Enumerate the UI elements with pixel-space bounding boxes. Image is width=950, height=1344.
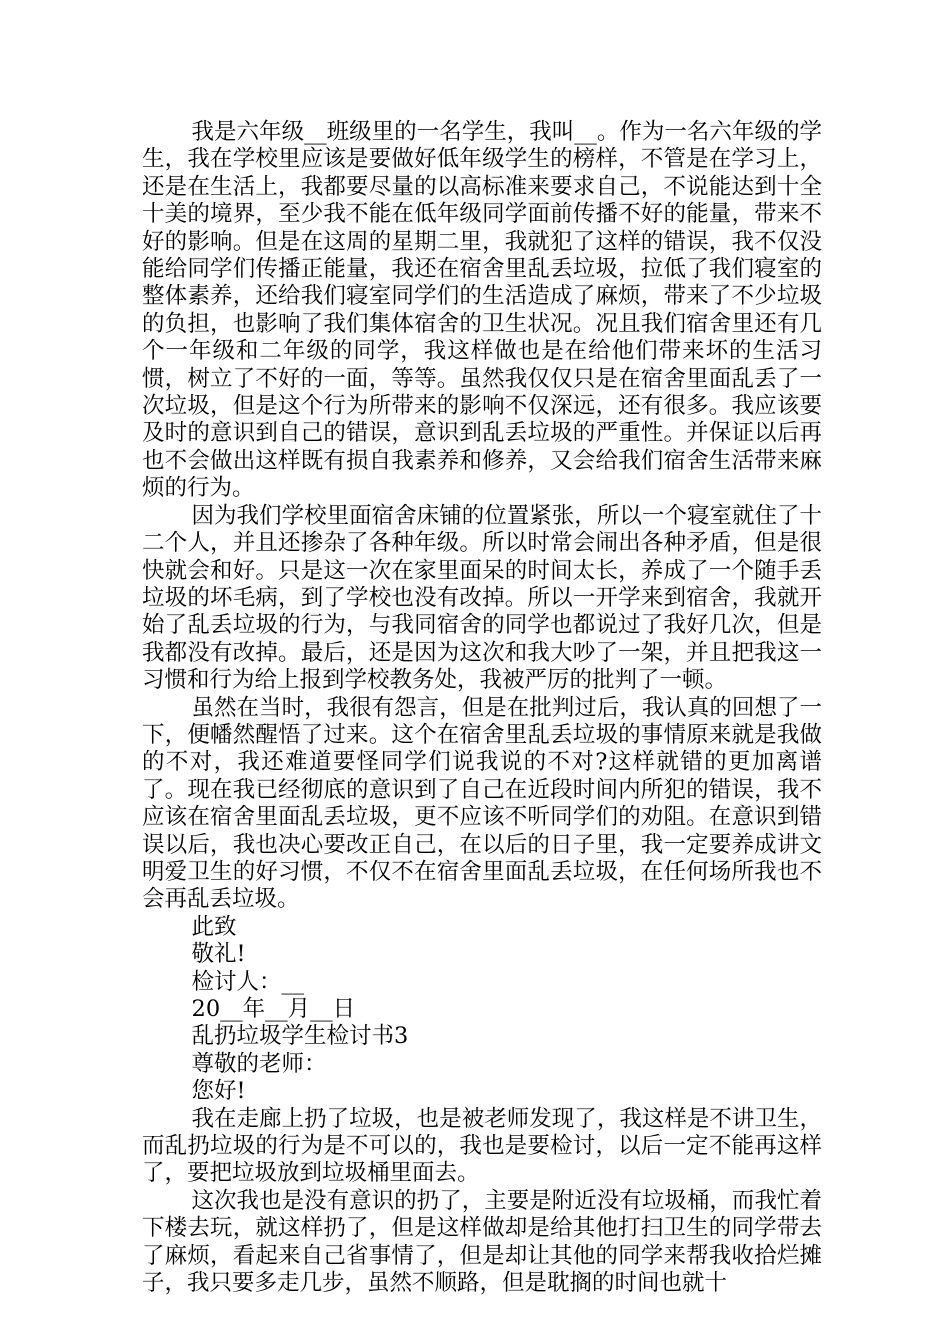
greeting-hello: 您好! — [191, 1078, 246, 1105]
date-line: 20__年__月__日 — [191, 996, 356, 1022]
signature-line: 检讨人：__ — [191, 968, 305, 995]
body-paragraph: 这次我也是没有意识的扔了，主要是附近没有垃圾桶，而我忙着下楼去玩，就这样扔了，但是这样做却是给其他打扫卫生的同学带去了麻烦，看起来自己省事情了，但是却让其他的同学来帮我收拾烂摊子，我只要多走几步，虽然不顺路，但是耽搁的时间也就十 — [142, 1187, 822, 1297]
body-paragraph: 我是六年级__班级里的一名学生，我叫__。作为一名六年级的学生，我在学校里应该是要做好低年级学生的榜样，不管是在学习上，还是在生活上，我都要尽量的以高标准来要求自己，不说能达到十全十美的境界，至少我不能在低年级同学面前传播不好的能量，带来不好的影响。但是在这周的星期二里，我就犯了这样的错误，我不仅没能给同学们传播正能量，我还在宿舍里乱丢垃圾，拉低了我们寝室的整体素养，还给我们寝室同学们的生活造成了麻烦，带来了不少垃圾的负担，也影响了我们集体宿舍的卫生状况。况且我们宿舍里还有几个一年级和二年级的同学，我这样做也是在给他们带来坏的生活习惯，树立了不好的一面，等等。虽然我仅仅只是在宿舍里面乱丢了一次垃圾，但是这个行为所带来的影响不仅深远，还有很多。我应该要及时的意识到自己的错误，意识到乱丢垃圾的严重性。并保证以后再也不会做出这样既有损自我素养和修养，又会给我们宿舍生活带来麻烦的行为。 — [142, 119, 822, 502]
salutation-regards: 敬礼! — [191, 941, 246, 968]
body-paragraph: 因为我们学校里面宿舍床铺的位置紧张，所以一个寝室就住了十二个人，并且还掺杂了各种年级。所以时常会闹出各种矛盾，但是很快就会和好。只是这一次在家里面呆的时间太长，养成了一个随手丢垃圾的坏毛病，到了学校也没有改掉。所以一开学来到宿舍，我就开始了乱丢垃圾的行为，与我同宿舍的同学也都说过了我好几次，但是我都没有改掉。最后，还是因为这次和我大吵了一架，并且把我这一习惯和行为给上报到学校教务处，我被严厉的批判了一顿。 — [142, 502, 822, 694]
body-paragraph: 虽然在当时，我很有怨言，但是在批判过后，我认真的回想了一下，便幡然醒悟了过来。这个在宿舍里乱丢垃圾的事情原来就是我做的不对，我还难道要怪同学们说我说的不对?这样就错的更加离谱了。现在我已经彻底的意识到了自己在近段时间内所犯的错误，我不应该在宿舍里面乱丢垃圾，更不应该不听同学们的劝阻。在意识到错误以后，我也决心要改正自己，在以后的日子里，我一定要养成讲文明爱卫生的好习惯，不仅不在宿舍里面乱丢垃圾，在任何场所我也不会再乱丢垃圾。 — [142, 694, 822, 913]
salutation-closing: 此致 — [191, 913, 237, 940]
body-paragraph: 我在走廊上扔了垃圾，也是被老师发现了，我这样是不讲卫生，而乱扔垃圾的行为是不可以的，我也是要检讨，以后一定不能再这样了，要把垃圾放到垃圾桶里面去。 — [142, 1105, 822, 1187]
document-body — [142, 119, 822, 1297]
section-title: 乱扔垃圾学生检讨书3 — [191, 1023, 409, 1050]
greeting-addressee: 尊敬的老师： — [191, 1050, 327, 1077]
